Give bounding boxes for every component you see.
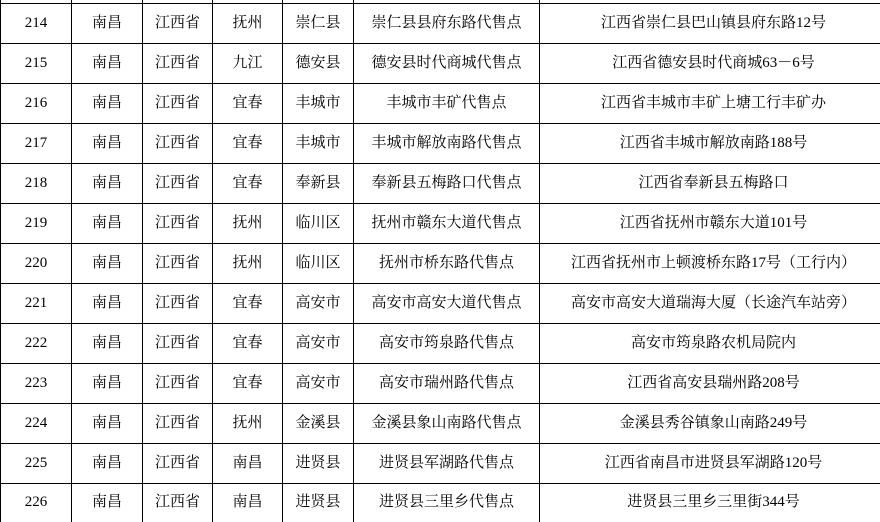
cell-seq: 220 bbox=[1, 243, 72, 283]
cell-province: 江西省 bbox=[143, 403, 213, 443]
cell-county: 进贤县 bbox=[283, 443, 354, 483]
cell-county: 进贤县 bbox=[283, 483, 354, 522]
cell-branch: 南昌 bbox=[72, 403, 143, 443]
table-row bbox=[1, 283, 880, 323]
cell-address: 高安市筠泉路农机局院内 bbox=[540, 323, 880, 363]
cell-seq: 215 bbox=[1, 43, 72, 83]
cell-address: 江西省崇仁县巴山镇县府东路12号 bbox=[540, 3, 880, 43]
cell-address: 江西省奉新县五梅路口 bbox=[540, 163, 880, 203]
cell-county: 丰城市 bbox=[283, 123, 354, 163]
cell-province: 江西省 bbox=[143, 443, 213, 483]
table-row bbox=[1, 483, 880, 522]
cell-county: 德安县 bbox=[283, 43, 354, 83]
cell-province: 江西省 bbox=[143, 43, 213, 83]
cell-province: 江西省 bbox=[143, 123, 213, 163]
table-row bbox=[1, 363, 880, 403]
cell-address: 金溪县秀谷镇象山南路249号 bbox=[540, 403, 880, 443]
cell-outlet: 进贤县军湖路代售点 bbox=[354, 443, 540, 483]
cell-province: 江西省 bbox=[143, 3, 213, 43]
cell-province: 江西省 bbox=[143, 203, 213, 243]
cell-outlet: 高安市瑞州路代售点 bbox=[354, 363, 540, 403]
cell-branch: 南昌 bbox=[72, 283, 143, 323]
cell-seq: 221 bbox=[1, 283, 72, 323]
table-row bbox=[1, 443, 880, 483]
cell-outlet: 丰城市解放南路代售点 bbox=[354, 123, 540, 163]
cell-city: 宜春 bbox=[213, 83, 283, 123]
cell-province: 江西省 bbox=[143, 163, 213, 203]
cell-county: 临川区 bbox=[283, 243, 354, 283]
cell-branch: 南昌 bbox=[72, 83, 143, 123]
table-row bbox=[1, 163, 880, 203]
cell-county: 丰城市 bbox=[283, 83, 354, 123]
cell-county: 临川区 bbox=[283, 203, 354, 243]
cell-city: 抚州 bbox=[213, 3, 283, 43]
cell-city: 南昌 bbox=[213, 483, 283, 522]
cell-address: 高安市高安大道瑞海大厦（长途汽车站旁） bbox=[540, 283, 880, 323]
cell-city: 宜春 bbox=[213, 323, 283, 363]
cell-branch: 南昌 bbox=[72, 243, 143, 283]
table-row bbox=[1, 323, 880, 363]
cell-seq: 216 bbox=[1, 83, 72, 123]
cell-branch: 南昌 bbox=[72, 203, 143, 243]
cell-outlet: 高安市筠泉路代售点 bbox=[354, 323, 540, 363]
cell-county: 高安市 bbox=[283, 363, 354, 403]
table-row bbox=[1, 123, 880, 163]
cell-city: 抚州 bbox=[213, 403, 283, 443]
cell-address: 江西省抚州市上顿渡桥东路17号（工行内） bbox=[540, 243, 880, 283]
cell-address: 江西省南昌市进贤县军湖路120号 bbox=[540, 443, 880, 483]
cell-address: 江西省抚州市赣东大道101号 bbox=[540, 203, 880, 243]
cell-province: 江西省 bbox=[143, 243, 213, 283]
cell-branch: 南昌 bbox=[72, 363, 143, 403]
cell-address: 江西省丰城市丰矿上塘工行丰矿办 bbox=[540, 83, 880, 123]
cell-city: 宜春 bbox=[213, 123, 283, 163]
cell-county: 高安市 bbox=[283, 283, 354, 323]
cell-city: 抚州 bbox=[213, 203, 283, 243]
cell-seq: 214 bbox=[1, 3, 72, 43]
table-row bbox=[1, 43, 880, 83]
cell-county: 金溪县 bbox=[283, 403, 354, 443]
cell-branch: 南昌 bbox=[72, 323, 143, 363]
cell-outlet: 抚州市桥东路代售点 bbox=[354, 243, 540, 283]
cell-branch: 南昌 bbox=[72, 3, 143, 43]
cell-outlet: 崇仁县县府东路代售点 bbox=[354, 3, 540, 43]
cell-outlet: 金溪县象山南路代售点 bbox=[354, 403, 540, 443]
cell-branch: 南昌 bbox=[72, 443, 143, 483]
cell-outlet: 德安县时代商城代售点 bbox=[354, 43, 540, 83]
cell-address: 江西省高安县瑞州路208号 bbox=[540, 363, 880, 403]
cell-seq: 223 bbox=[1, 363, 72, 403]
cell-seq: 224 bbox=[1, 403, 72, 443]
cell-branch: 南昌 bbox=[72, 163, 143, 203]
cell-city: 宜春 bbox=[213, 283, 283, 323]
cell-address: 进贤县三里乡三里街344号 bbox=[540, 483, 880, 522]
cell-county: 奉新县 bbox=[283, 163, 354, 203]
table-row bbox=[1, 243, 880, 283]
cell-outlet: 丰城市丰矿代售点 bbox=[354, 83, 540, 123]
cell-seq: 218 bbox=[1, 163, 72, 203]
cell-seq: 219 bbox=[1, 203, 72, 243]
cell-branch: 南昌 bbox=[72, 483, 143, 522]
cell-seq: 225 bbox=[1, 443, 72, 483]
cell-outlet: 进贤县三里乡代售点 bbox=[354, 483, 540, 522]
cell-province: 江西省 bbox=[143, 323, 213, 363]
table-body bbox=[1, 0, 880, 522]
cell-county: 高安市 bbox=[283, 323, 354, 363]
cell-province: 江西省 bbox=[143, 483, 213, 522]
cell-seq: 222 bbox=[1, 323, 72, 363]
cell-city: 抚州 bbox=[213, 243, 283, 283]
cell-city: 宜春 bbox=[213, 363, 283, 403]
table-row bbox=[1, 83, 880, 123]
cell-branch: 南昌 bbox=[72, 123, 143, 163]
cell-seq: 217 bbox=[1, 123, 72, 163]
cell-address: 江西省丰城市解放南路188号 bbox=[540, 123, 880, 163]
cell-province: 江西省 bbox=[143, 363, 213, 403]
table-row bbox=[1, 403, 880, 443]
cell-branch: 南昌 bbox=[72, 43, 143, 83]
cell-address: 江西省德安县时代商城63－6号 bbox=[540, 43, 880, 83]
cell-city: 南昌 bbox=[213, 443, 283, 483]
cell-county: 崇仁县 bbox=[283, 3, 354, 43]
cell-seq: 226 bbox=[1, 483, 72, 522]
cell-outlet: 奉新县五梅路口代售点 bbox=[354, 163, 540, 203]
cell-outlet: 抚州市赣东大道代售点 bbox=[354, 203, 540, 243]
cell-city: 宜春 bbox=[213, 163, 283, 203]
table-row bbox=[1, 203, 880, 243]
table-row bbox=[1, 3, 880, 43]
cell-city: 九江 bbox=[213, 43, 283, 83]
cell-province: 江西省 bbox=[143, 283, 213, 323]
cell-province: 江西省 bbox=[143, 83, 213, 123]
cell-outlet: 高安市高安大道代售点 bbox=[354, 283, 540, 323]
